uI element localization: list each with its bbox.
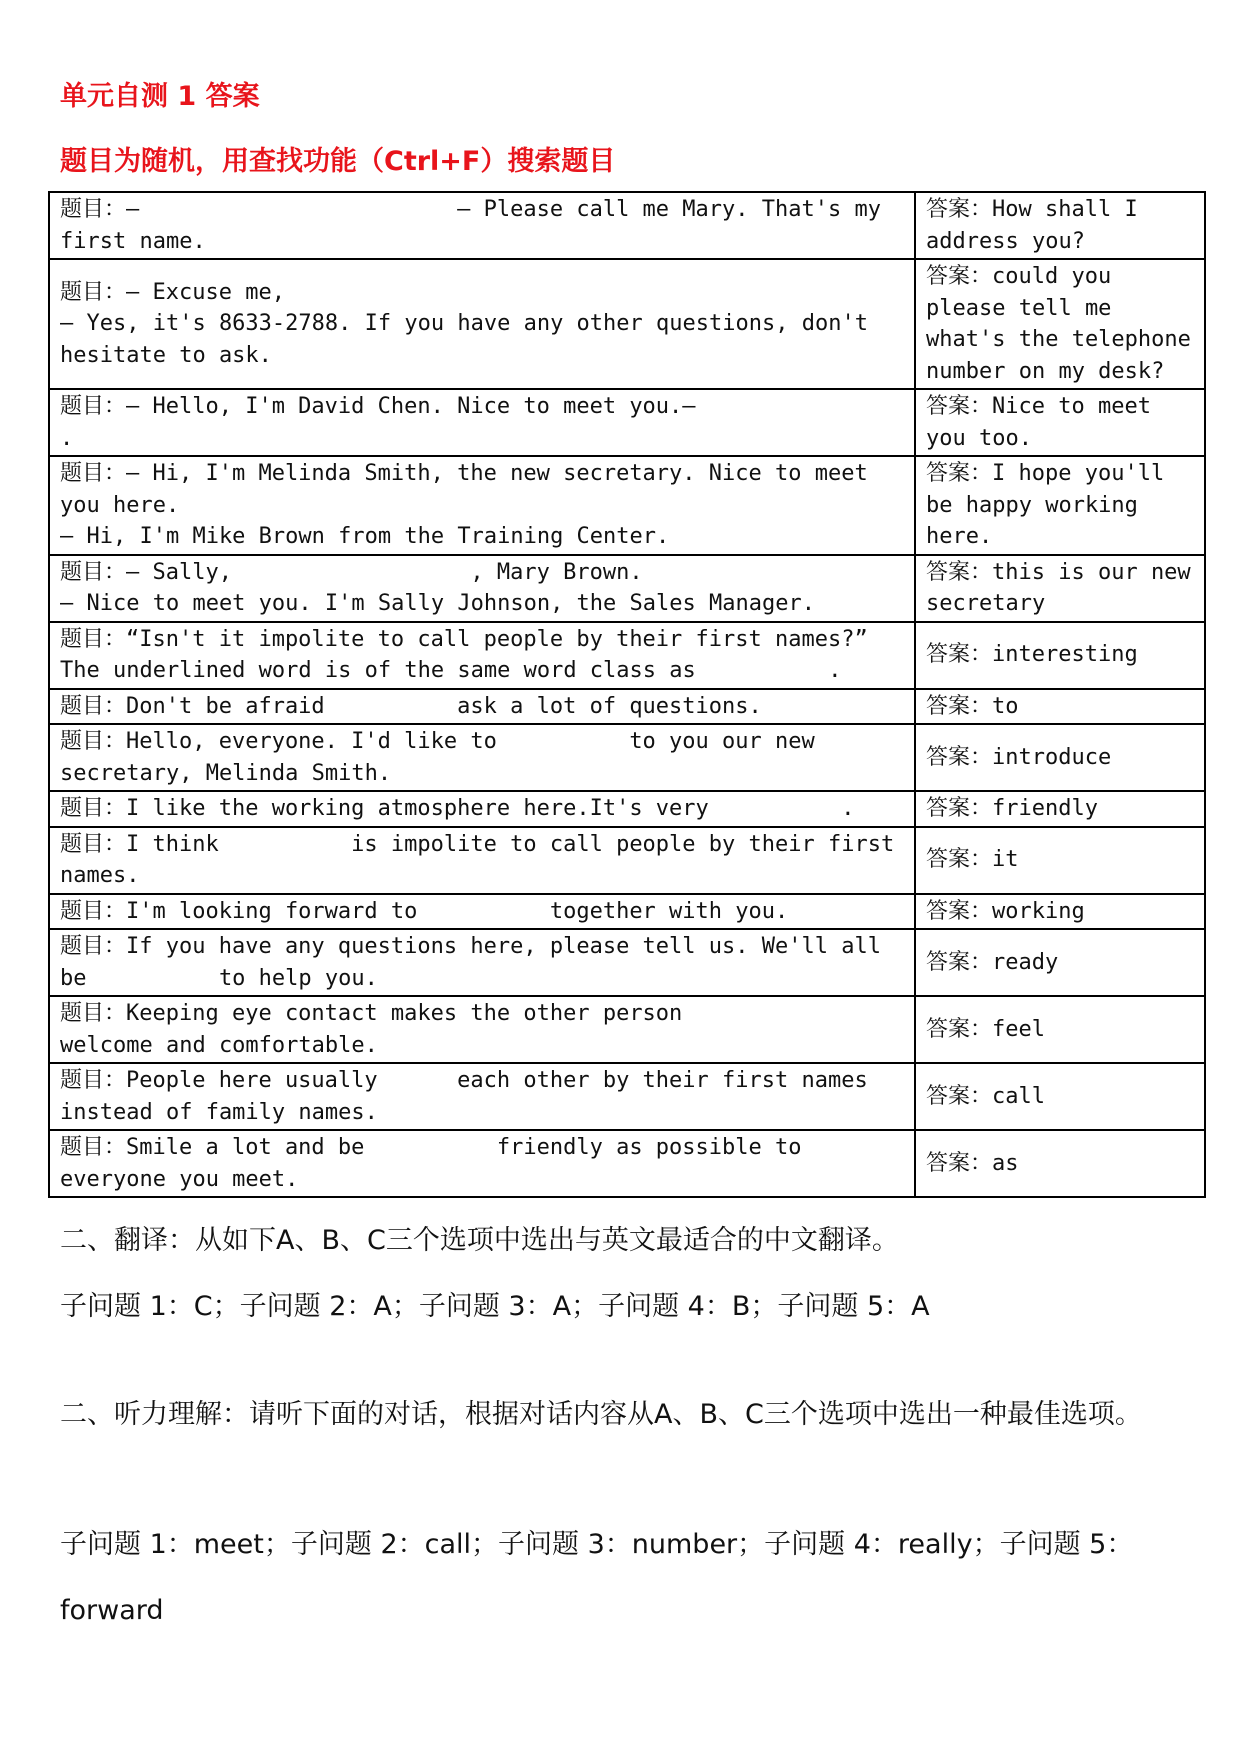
translation-heading: 二、翻译：从如下A、B、C三个选项中选出与英文最适合的中文翻译。 bbox=[60, 1225, 899, 1256]
question-cell: 题目：Don't be afraid ask a lot of questions. bbox=[49, 689, 915, 725]
table-row bbox=[49, 791, 1205, 827]
table-row bbox=[49, 929, 1205, 996]
answer-cell: 答案：interesting bbox=[915, 622, 1205, 689]
question-cell: 题目：— — Please call me Mary. That's my first name. bbox=[49, 192, 915, 259]
question-cell: 题目：I'm looking forward to together with you. bbox=[49, 894, 915, 930]
answer-cell: 答案：it bbox=[915, 827, 1205, 894]
translation-answers: 子问题 1：C；子问题 2：A；子问题 3：A；子问题 4：B；子问题 5：A bbox=[60, 1291, 930, 1322]
question-cell: 题目：I think is impolite to call people by their first names. bbox=[49, 827, 915, 894]
question-cell: 题目：Keeping eye contact makes the other person welcome and comfortable. bbox=[49, 996, 915, 1063]
answer-cell: 答案：ready bbox=[915, 929, 1205, 996]
table-row bbox=[49, 192, 1205, 259]
question-cell: 题目：“Isn't it impolite to call people by their first names?” The underlined word is of the same word class as . bbox=[49, 622, 915, 689]
document-subtitle: 题目为随机，用查找功能（Ctrl+F）搜索题目 bbox=[60, 146, 616, 177]
answer-cell: 答案：this is our new secretary bbox=[915, 555, 1205, 622]
qa-table-body bbox=[49, 192, 1205, 1197]
table-row bbox=[49, 259, 1205, 389]
question-cell: 题目：Hello, everyone. I'd like to to you our new secretary, Melinda Smith. bbox=[49, 724, 915, 791]
document-title: 单元自测 1 答案 bbox=[60, 81, 260, 112]
question-cell: 题目：— Hello, I'm David Chen. Nice to meet you.— . bbox=[49, 389, 915, 456]
question-cell: 题目：Smile a lot and be friendly as possible to everyone you meet. bbox=[49, 1130, 915, 1197]
answer-cell: 答案：introduce bbox=[915, 724, 1205, 791]
table-row bbox=[49, 1063, 1205, 1130]
answer-cell: 答案：feel bbox=[915, 996, 1205, 1063]
question-cell: 题目：— Excuse me, — Yes, it's 8633-2788. If you have any other questions, don't hesitate to ask. bbox=[49, 259, 915, 389]
answer-cell: 答案：to bbox=[915, 689, 1205, 725]
answer-cell: 答案：I hope you'll be happy working here. bbox=[915, 456, 1205, 555]
answer-cell: 答案：Nice to meet you too. bbox=[915, 389, 1205, 456]
table-row bbox=[49, 389, 1205, 456]
answer-cell: 答案：working bbox=[915, 894, 1205, 930]
answer-cell: 答案：call bbox=[915, 1063, 1205, 1130]
table-row bbox=[49, 1130, 1205, 1197]
table-row bbox=[49, 996, 1205, 1063]
table-row bbox=[49, 724, 1205, 791]
qa-table bbox=[48, 191, 1206, 1198]
answer-cell: 答案：could you please tell me what's the telephone number on my desk? bbox=[915, 259, 1205, 389]
table-row bbox=[49, 622, 1205, 689]
listening-heading: 二、听力理解：请听下面的对话，根据对话内容从A、B、C三个选项中选出一种最佳选项。 bbox=[60, 1399, 1142, 1430]
question-cell: 题目：People here usually each other by their first names instead of family names. bbox=[49, 1063, 915, 1130]
question-cell: 题目：I like the working atmosphere here.It's very . bbox=[49, 791, 915, 827]
listening-answers: 子问题 1：meet；子问题 2：call；子问题 3：number；子问题 4：really；子问题 5：forward bbox=[60, 1529, 1134, 1626]
answer-cell: 答案：friendly bbox=[915, 791, 1205, 827]
question-cell: 题目：— Sally, , Mary Brown. — Nice to meet you. I'm Sally Johnson, the Sales Manager. bbox=[49, 555, 915, 622]
question-cell: 题目：If you have any questions here, please tell us. We'll all be to help you. bbox=[49, 929, 915, 996]
table-row bbox=[49, 894, 1205, 930]
table-row bbox=[49, 555, 1205, 622]
answer-cell: 答案：as bbox=[915, 1130, 1205, 1197]
question-cell: 题目：— Hi, I'm Melinda Smith, the new secretary. Nice to meet you here. — Hi, I'm Mike Brown from the Training Center. bbox=[49, 456, 915, 555]
table-row bbox=[49, 456, 1205, 555]
answer-cell: 答案：How shall I address you? bbox=[915, 192, 1205, 259]
table-row bbox=[49, 689, 1205, 725]
table-row bbox=[49, 827, 1205, 894]
